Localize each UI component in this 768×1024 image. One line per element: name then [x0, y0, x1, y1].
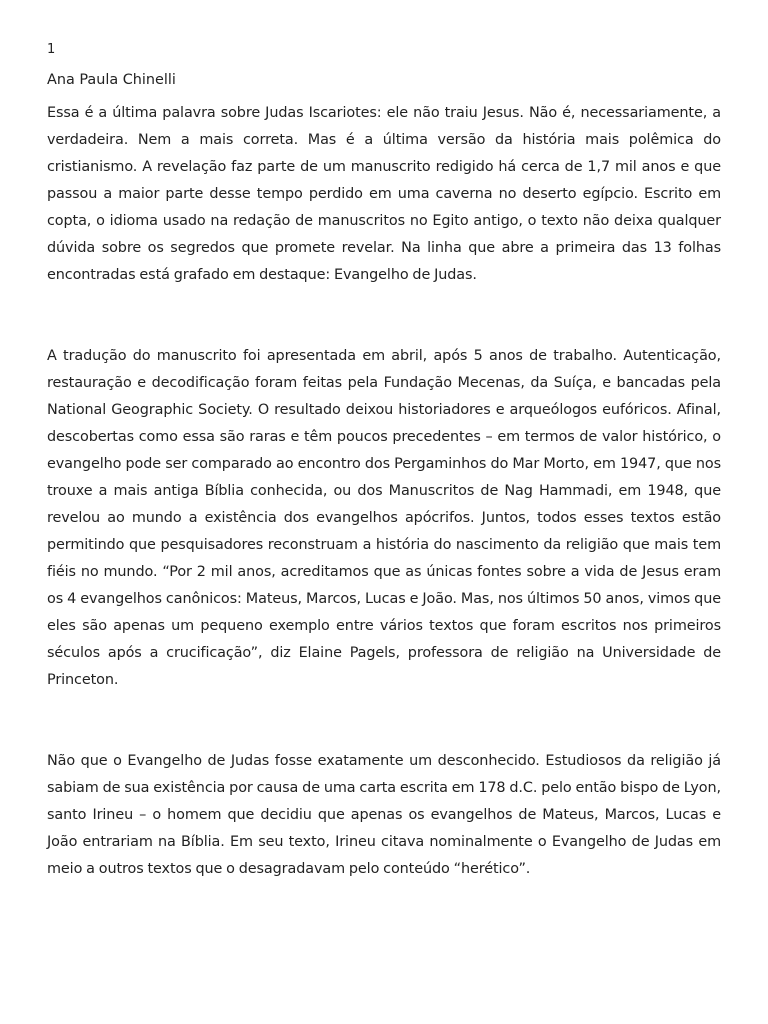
paragraph-translation: A tradução do manuscrito foi apresentada em abril, após 5 anos de trabalho. Autenticação, restauração e decodificação foram feitas pela Fundação Mecenas, da Suíça, e bancadas pela National Geographic Society. O resultado deixou historiadores e arqueólogos eufóricos. Afinal, descobertas como essa são raras e têm poucos precedentes – em termos de valor histórico, o evangelho pode ser comparado ao encontro dos Pergaminhos do Mar Morto, em 1947, que nos trouxe a mais antiga Bíblia conhecida, ou dos Manuscritos de Nag Hammadi, em 1948, que revelou ao mundo a existência dos evangelhos apócrifos. Juntos, todos esses textos estão permitindo que pesquisadores reconstruam a história do nascimento da religião que mais tem fiéis no mundo. “Por 2 mil anos, acreditamos que as únicas fontes sobre a vida de Jesus eram os 4 evangelhos canônicos: Mateus, Marcos, Lucas e João. Mas, nos últimos 50 anos, vimos que eles são apenas um pequeno exemplo entre vários textos que foram escritos nos primeiros séculos após a crucificação”, diz Elaine Pagels, professora de religião na Universidade de Princeton. — [47, 348, 721, 688]
author-name: Ana Paula Chinelli — [47, 72, 176, 88]
document-page — [47, 40, 721, 883]
paragraph-intro: Essa é a última palavra sobre Judas Iscariotes: ele não traiu Jesus. Não é, necessariamente, a verdadeira. Nem a mais correta. Mas é a última versão da história mais polêmica do cristianismo. A revelação faz parte de um manuscrito redigido há cerca de 1,7 mil anos e que passou a maior parte desse tempo perdido em uma caverna no deserto egípcio. Escrito em copta, o idioma usado na redação de manuscritos no Egito antigo, o texto não deixa qualquer dúvida sobre os segredos que promete revelar. Na linha que abre a primeira das 13 folhas encontradas está grafado em destaque: Evangelho de Judas. — [47, 105, 721, 283]
page-number: 1 — [47, 42, 56, 57]
paragraph-history: Não que o Evangelho de Judas fosse exatamente um desconhecido. Estudiosos da religião já sabiam de sua existência por causa de uma carta escrita em 178 d.C. pelo então bispo de Lyon, santo Irineu – o homem que decidiu que apenas os evangelhos de Mateus, Marcos, Lucas e João entrariam na Bíblia. Em seu texto, Irineu citava nominalmente o Evangelho de Judas em meio a outros textos que o desagradavam pelo conteúdo “herético”. — [47, 753, 721, 877]
